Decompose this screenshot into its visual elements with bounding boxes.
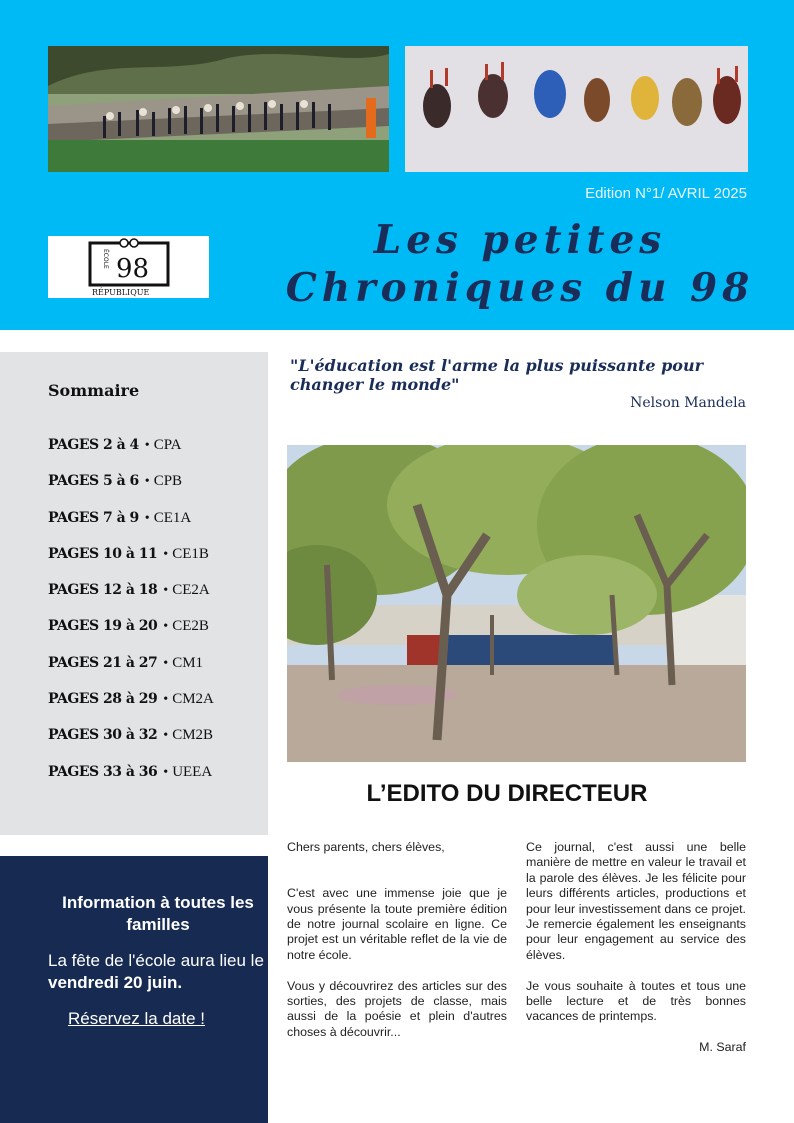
edito-left-column: [287, 840, 507, 1056]
edito-paragraph: Je vous souhaite à toutes et tous une belle lecture et de très bonnes vacances de printemps.: [526, 978, 746, 1024]
sommaire-panel: [0, 352, 268, 835]
quote-text: "L'éducation est l'arme la plus puissante pour changer le monde": [290, 356, 704, 394]
info-panel: [0, 856, 268, 1123]
edito-paragraph: Vous y découvrirez des articles sur des sorties, des projets de classe, mais aussi de la poésie et plein d'autres choses à découvrir...: [287, 978, 507, 1039]
edito-paragraph: Chers parents, chers élèves,: [287, 840, 445, 854]
track-photo: [48, 46, 389, 172]
toc-item[interactable]: PAGES 12 à 18 • CE2A: [48, 582, 210, 599]
header-banner: [0, 0, 794, 330]
school-logo: [48, 236, 209, 298]
info-title: Information à toutes les familles: [62, 893, 254, 934]
edito-title: L’EDITO DU DIRECTEUR: [366, 780, 648, 807]
edito-paragraph: C'est avec une immense joie que je vous présente la toute première édition de notre journal scolaire en ligne. Ce projet est un véritable reflet de la vie de notre école.: [287, 886, 507, 962]
logo-caption: RÉPUBLIQUE: [92, 288, 150, 297]
journal-title: [270, 216, 770, 312]
sommaire-title: Sommaire: [48, 381, 140, 400]
journal-title-line2: Chroniques du 98: [285, 265, 755, 311]
edito-right-column: [526, 840, 746, 1056]
masks-photo: [405, 46, 748, 172]
edito-signature: M. Saraf: [699, 1040, 746, 1055]
toc-item[interactable]: PAGES 33 à 36 • UEEA: [48, 763, 213, 780]
toc-item[interactable]: PAGES 10 à 11 • CE1B: [48, 545, 209, 562]
toc-item[interactable]: PAGES 28 à 29 • CM2A: [48, 691, 214, 708]
toc-item[interactable]: PAGES 7 à 9 • CE1A: [48, 509, 192, 526]
quote-author: Nelson Mandela: [630, 395, 746, 411]
toc-item[interactable]: PAGES 30 à 32 • CM2B: [48, 727, 214, 744]
info-text: La fête de l'école aura lieu le vendredi 20 juin.: [48, 951, 264, 992]
toc-item[interactable]: PAGES 19 à 20 • CE2B: [48, 618, 209, 635]
toc-item[interactable]: PAGES 5 à 6 • CPB: [48, 473, 183, 490]
toc-item[interactable]: PAGES 21 à 27 • CM1: [48, 654, 204, 671]
logo-number: 98: [116, 254, 150, 284]
edito-paragraph: Ce journal, c'est aussi une belle manière de mettre en valeur le travail et la parole des élèves. Je les félicite pour leurs différents articles, productions et pour leur investissement dans ce projet. Je remercie également les enseignants pour leur engagement au service des élèves.: [526, 840, 746, 962]
journal-title-line1: Les petites: [373, 217, 667, 263]
toc-item[interactable]: PAGES 2 à 4 • CPA: [48, 437, 182, 453]
save-the-date-link[interactable]: Réservez la date !: [68, 1009, 206, 1028]
table-of-contents: [48, 436, 214, 799]
schoolyard-photo: [287, 445, 746, 762]
info-date: vendredi 20 juin.: [48, 973, 183, 992]
edition-label: Edition N°1/ AVRIL 2025: [585, 185, 747, 202]
logo-vertical-text: ÉCOLE: [102, 249, 109, 269]
